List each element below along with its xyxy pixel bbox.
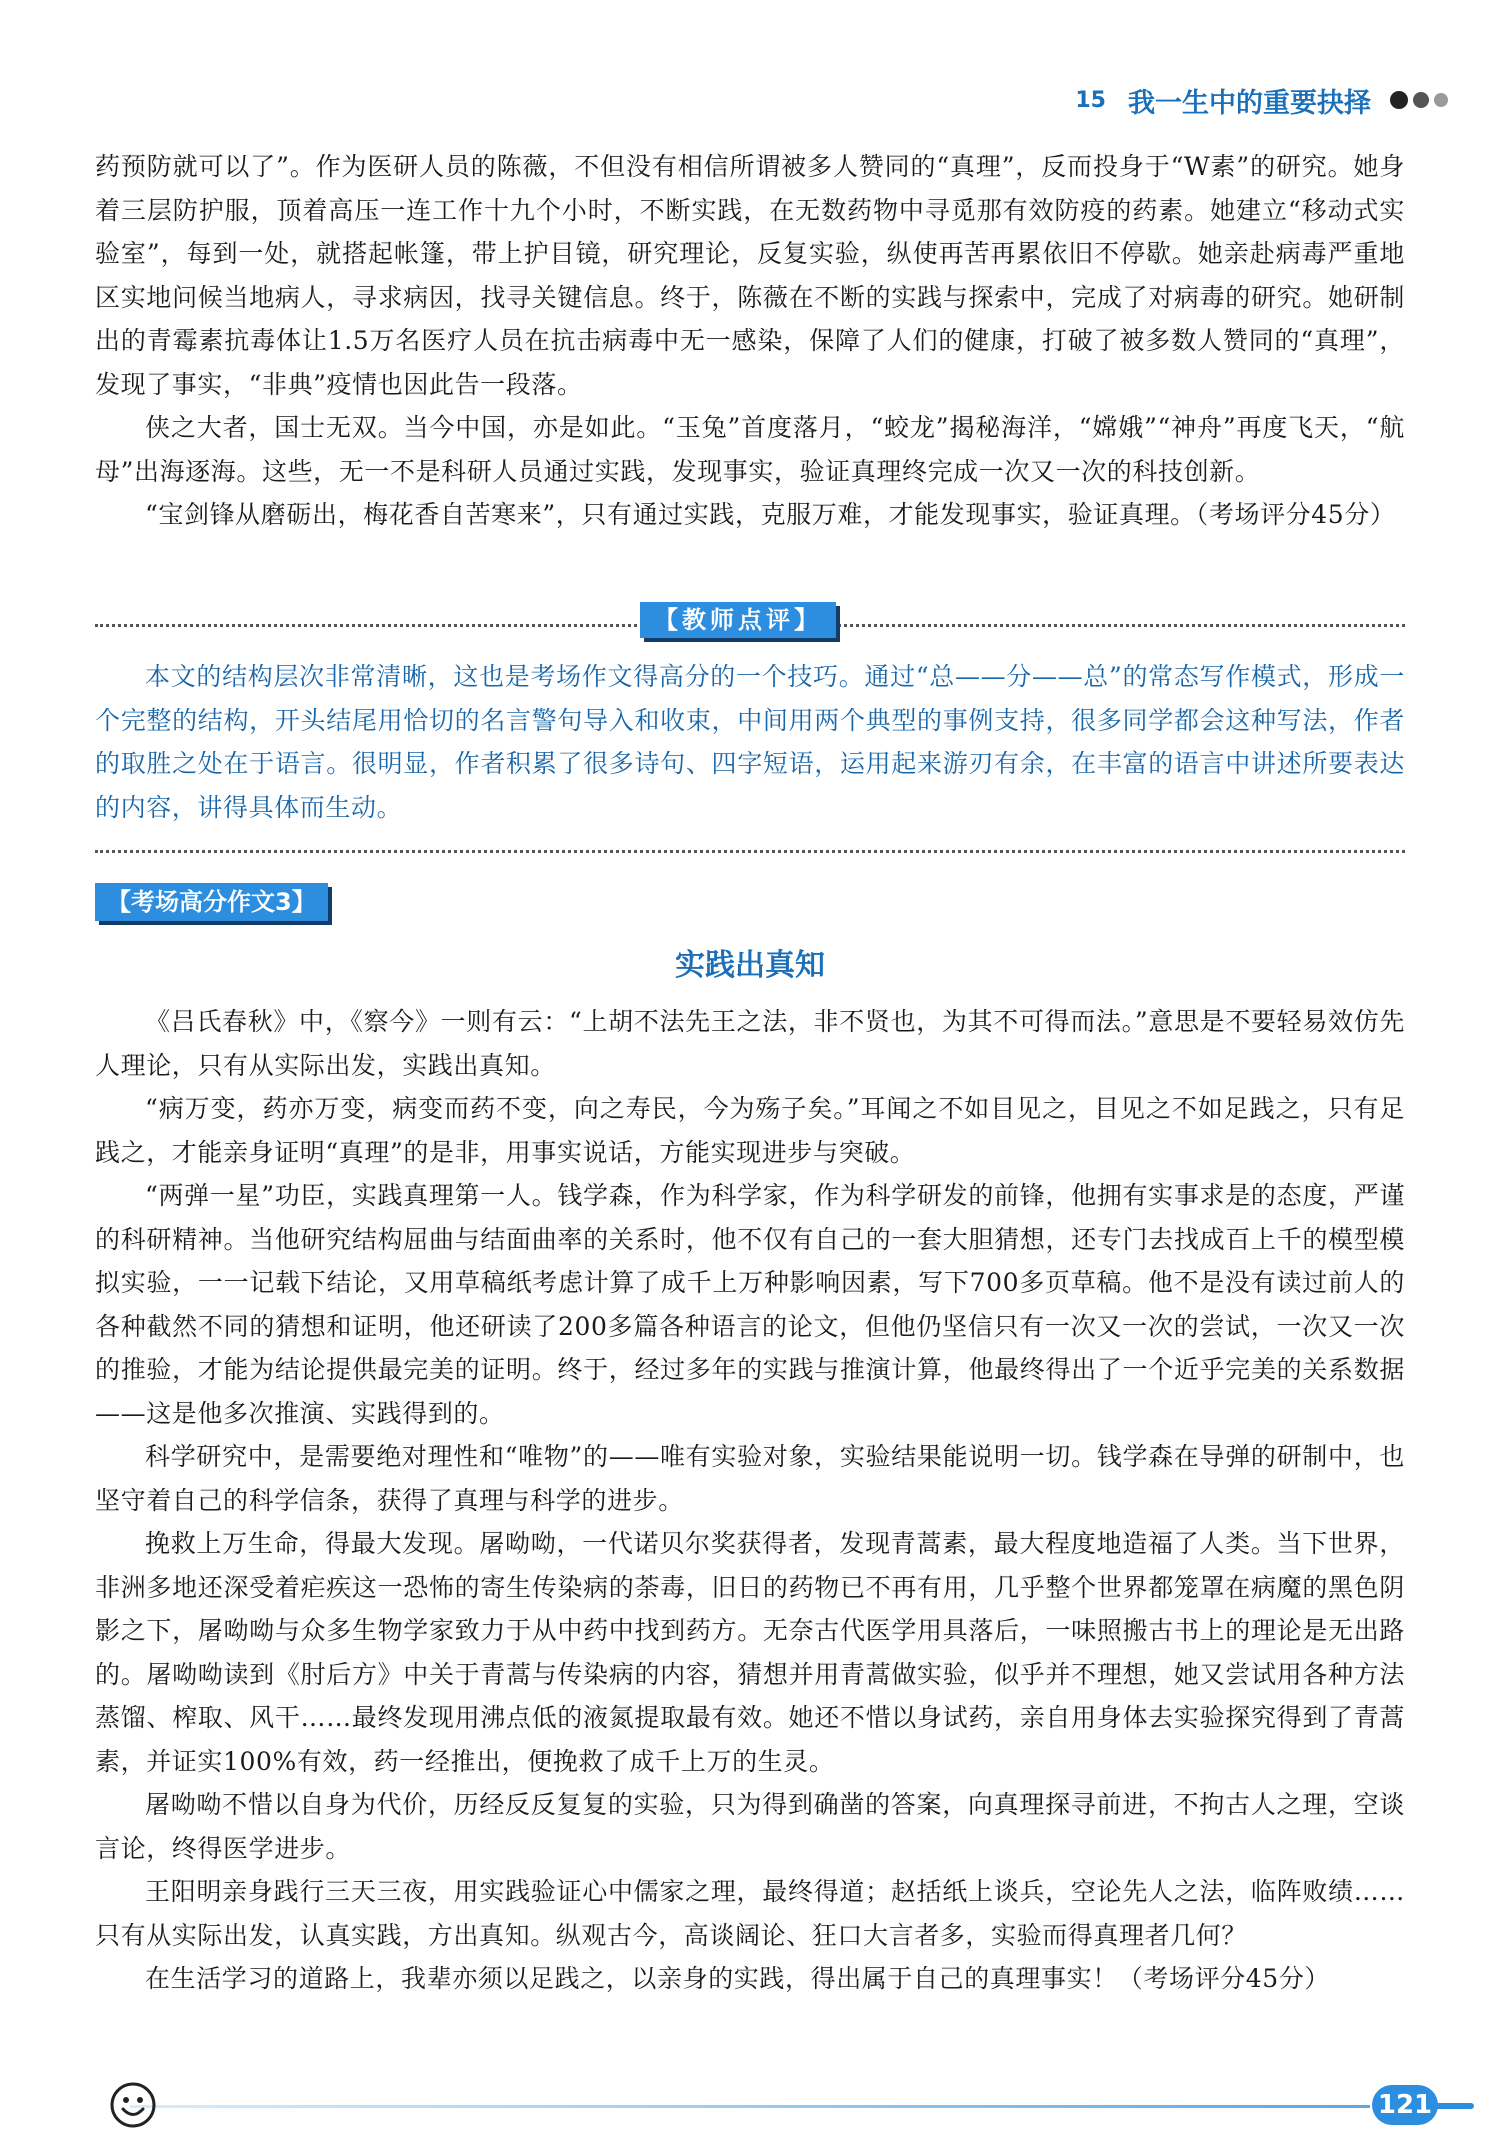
page-number-tail: [1434, 2103, 1474, 2109]
dotted-divider: [95, 850, 1405, 853]
footer-line: [130, 2105, 1370, 2108]
dot-icon: [1413, 92, 1429, 108]
paragraph: 《吕氏春秋》中，《察今》一则有云：“上胡不法先王之法，非不贤也，为其不可得而法。”意思是不要轻易效仿先人理论，只有从实际出发，实践出真知。: [95, 1007, 1405, 1080]
paragraph: “两弹一星”功臣，实践真理第一人。钱学森，作为科学家，作为科学研发的前锋，他拥有实事求是的态度，严谨的科研精神。当他研究结构屈曲与结面曲率的关系时，他不仅有自己的一套大胆猜想，还专门去找成百上千的模型模拟实验，一一记载下结论，又用草稿纸考虑计算了成千上万种影响因素，写下700多页草稿。他不是没有读过前人的各种截然不同的猜想和证明，他还研读了200多篇各种语言的论文，但他仍坚信只有一次又一次的尝试，一次又一次的推验，才能为结论提供最完美的证明。终于，经过多年的实践与推演计算，他最终得出了一个近乎完美的关系数据——这是他多次推演、实践得到的。: [95, 1181, 1405, 1428]
paragraph: 屠呦呦不惜以自身为代价，历经反反复复的实验，只为得到确凿的答案，向真理探寻前进，不拘古人之理，空谈言论，终得医学进步。: [95, 1790, 1405, 1863]
page-number: 121: [1372, 2085, 1438, 2125]
dot-icon: [1434, 93, 1448, 107]
decorative-dots: [1385, 91, 1448, 109]
dot-icon: [1390, 91, 1408, 109]
paragraph: “宝剑锋从磨砺出，梅花香自苦寒来”，只有通过实践，克服万难，才能发现事实，验证真理。（考场评分45分）: [145, 500, 1396, 529]
page-header: [1075, 80, 1448, 120]
essay-body: [95, 1000, 1405, 2001]
smiley-icon: [108, 2080, 158, 2130]
essay-label: 【考场高分作文3】: [95, 883, 328, 921]
paragraph: 在生活学习的道路上，我辈亦须以足践之，以亲身的实践，得出属于自己的真理事实！（考场评分45分）: [145, 1964, 1331, 1993]
teacher-comment-text: 本文的结构层次非常清晰，这也是考场作文得高分的一个技巧。通过“总——分——总”的常态写作模式，形成一个完整的结构，开头结尾用恰切的名言警句导入和收束，中间用两个典型的事例支持，很多同学都会这种写法，作者的取胜之处在于语言。很明显，作者积累了很多诗句、四字短语，运用起来游刃有余，在丰富的语言中讲述所要表达的内容，讲得具体而生动。: [95, 662, 1405, 822]
paragraph: 挽救上万生命，得最大发现。屠呦呦，一代诺贝尔奖获得者，发现青蒿素，最大程度地造福了人类。当下世界，非洲多地还深受着疟疾这一恐怖的寄生传染病的荼毒，旧日的药物已不再有用，几乎整个世界都笼罩在病魔的黑色阴影之下，屠呦呦与众多生物学家致力于从中药中找到药方。无奈古代医学用具落后，一味照搬古书上的理论是无出路的。屠呦呦读到《肘后方》中关于青蒿与传染病的内容，猜想并用青蒿做实验，似乎并不理想，她又尝试用各种方法蒸馏、榨取、风干……最终发现用沸点低的液氮提取最有效。她还不惜以身试药，亲自用身体去实验探究得到了青蒿素，并证实100%有效，药一经推出，便挽救了成千上万的生灵。: [95, 1529, 1405, 1776]
paragraph: 药预防就可以了”。作为医研人员的陈薇，不但没有相信所谓被多人赞同的“真理”，反而投身于“W素”的研究。她身着三层防护服，顶着高压一连工作十九个小时，不断实践，在无数药物中寻觅那有效防疫的药素。她建立“移动式实验室”，每到一处，就搭起帐篷，带上护目镜，研究理论，反复实验，纵使再苦再累依旧不停歇。她亲赴病毒严重地区实地问候当地病人，寻求病因，找寻关键信息。终于，陈薇在不断的实践与探索中，完成了对病毒的研究。她研制出的青霉素抗毒体让1.5万名医疗人员在抗击病毒中无一感染，保障了人们的健康，打破了被多数人赞同的“真理”，发现了事实，“非典”疫情也因此告一段落。: [95, 152, 1405, 399]
teacher-comment: [95, 655, 1405, 829]
paragraph: 侠之大者，国士无双。当今中国，亦是如此。“玉兔”首度落月，“蛟龙”揭秘海洋，“嫦娥”“神舟”再度飞天，“航母”出海逐海。这些，无一不是科研人员通过实践，发现事实，验证真理终完成一次又一次的科技创新。: [95, 413, 1405, 486]
chapter-title: 我一生中的重要抉择: [1128, 87, 1371, 119]
paragraph: “病万变，药亦万变，病变而药不变，向之寿民，今为殇子矣。”耳闻之不如目见之，目见之不如足践之，只有足践之，才能亲身证明“真理”的是非，用事实说话，方能实现进步与突破。: [95, 1094, 1405, 1167]
paragraph: 科学研究中，是需要绝对理性和“唯物”的——唯有实验对象，实验结果能说明一切。钱学森在导弹的研制中，也坚守着自己的科学信条，获得了真理与科学的进步。: [95, 1442, 1405, 1515]
previous-essay-ending: [95, 145, 1405, 537]
chapter-number: 15: [1075, 87, 1106, 113]
teacher-comment-header: [95, 600, 1405, 640]
essay-title: 实践出真知: [675, 948, 825, 983]
paragraph: 王阳明亲身践行三天三夜，用实践验证心中儒家之理，最终得道；赵括纸上谈兵，空论先人之法，临阵败绩……只有从实际出发，认真实践，方出真知。纵观古今，高谈阔论、狂口大言者多，实验而得真理者几何？: [95, 1877, 1405, 1950]
teacher-comment-label: 【教师点评】: [640, 602, 836, 638]
